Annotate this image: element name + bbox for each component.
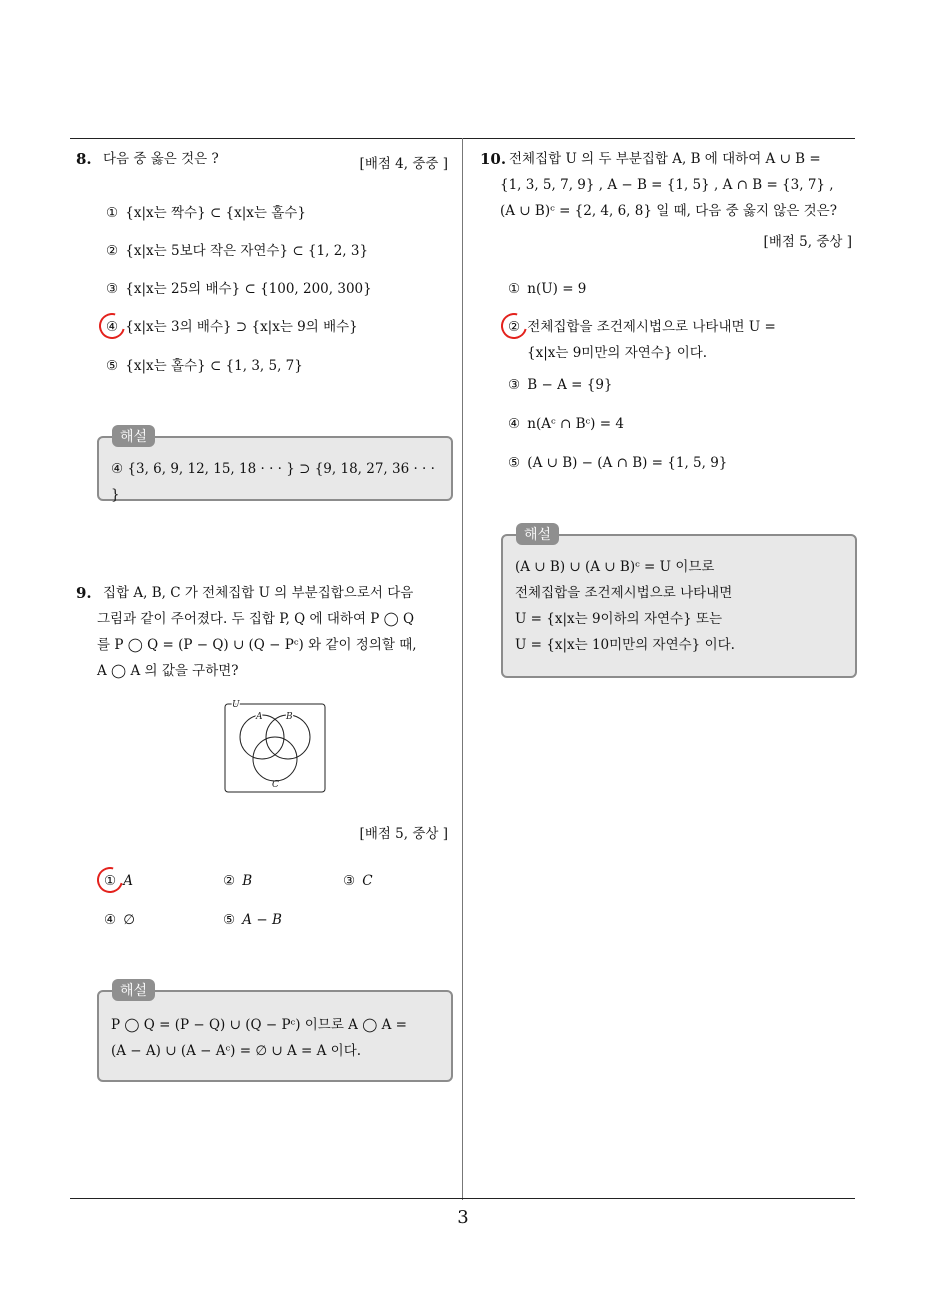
- choice-3[interactable]: [340, 871, 373, 891]
- choice-marker: ⑤: [105, 358, 119, 374]
- choice-3[interactable]: [505, 375, 613, 395]
- choice-text: A − B: [242, 912, 282, 928]
- choice-text: {x|x는 짝수} ⊂ {x|x는 홀수}: [125, 205, 306, 221]
- question-text-line: {1, 3, 5, 7, 9} , A − B = {1, 5} , A ∩ B = {3, 7} ,: [500, 177, 834, 193]
- solution-line: U = {x|x는 9이하의 자연수} 또는: [515, 611, 723, 627]
- choice-4-selected[interactable]: [103, 317, 358, 337]
- choice-5[interactable]: [103, 356, 303, 376]
- question-number: 9.: [76, 584, 92, 602]
- choice-3[interactable]: [103, 279, 372, 299]
- choice-4[interactable]: [505, 414, 624, 434]
- question-number: 8.: [76, 150, 92, 168]
- choice-text: n(Aᶜ ∩ Bᶜ) = 4: [527, 416, 624, 432]
- venn-diagram: [222, 700, 328, 795]
- column-divider: [462, 138, 463, 1200]
- choice-2-selected[interactable]: [505, 317, 776, 337]
- question-text-line: 를 P ◯ Q = (P − Q) ∪ (Q − Pᶜ) 와 같이 정의할 때,: [97, 637, 417, 653]
- solution-label: 해설: [112, 425, 155, 447]
- choice-text: {x|x는 홀수} ⊂ {1, 3, 5, 7}: [125, 358, 303, 374]
- question-number: 10.: [480, 150, 507, 168]
- choice-1[interactable]: [505, 279, 586, 299]
- question-text-line: 집합 A, B, C 가 전체집합 U 의 부분집합으로서 다음: [103, 585, 414, 601]
- choice-text: {x|x는 3의 배수} ⊃ {x|x는 9의 배수}: [125, 319, 358, 335]
- solution-label: 해설: [112, 979, 155, 1001]
- universe-rect: [225, 704, 325, 792]
- solution-label: 해설: [516, 523, 559, 545]
- question-text-line: 그림과 같이 주어졌다. 두 집합 P, Q 에 대하여 P ◯ Q: [97, 611, 415, 627]
- solution-box: [97, 990, 453, 1082]
- choice-marker: ②: [105, 243, 119, 259]
- choice-text: B: [242, 873, 253, 889]
- choice-5[interactable]: [505, 453, 727, 473]
- solution-line: P ◯ Q = (P − Q) ∪ (Q − Pᶜ) 이므로 A ◯ A =: [111, 1017, 407, 1033]
- solution-box: [501, 534, 857, 678]
- solution-line: ④ {3, 6, 9, 12, 15, 18 · · · } ⊃ {9, 18, 27, 36 · · · }: [111, 461, 435, 503]
- choice-marker: ③: [342, 873, 356, 889]
- choice-text: {x|x는 5보다 작은 자연수} ⊂ {1, 2, 3}: [125, 243, 369, 259]
- choice-marker: ④: [103, 317, 121, 337]
- choice-text: ∅: [123, 912, 136, 928]
- choice-marker: ⑤: [507, 455, 521, 471]
- choice-marker: ③: [507, 377, 521, 393]
- choice-1-selected[interactable]: [101, 871, 133, 891]
- choice-marker: ②: [505, 317, 523, 337]
- question-text-line: (A ∪ B)ᶜ = {2, 4, 6, 8} 일 때, 다음 중 옳지 않은 것은?: [500, 203, 837, 219]
- solution-line: (A ∪ B) ∪ (A ∪ B)ᶜ = U 이므로: [515, 559, 715, 575]
- choice-text: (A ∪ B) − (A ∩ B) = {1, 5, 9}: [527, 455, 728, 471]
- choice-marker: ①: [101, 871, 119, 891]
- choice-marker: ③: [105, 281, 119, 297]
- choice-1[interactable]: [103, 203, 306, 223]
- choice-text: C: [362, 873, 373, 889]
- question-text-line: A ◯ A 의 값을 구하면?: [97, 663, 239, 679]
- question-text: 다음 중 옳은 것은 ?: [103, 151, 219, 167]
- choice-4[interactable]: [101, 910, 135, 930]
- choice-text: {x|x는 9미만의 자연수} 이다.: [527, 345, 708, 361]
- label-u: U: [232, 700, 240, 710]
- choice-2[interactable]: [103, 241, 368, 261]
- solution-line: 전체집합을 조건제시법으로 나타내면: [515, 585, 733, 601]
- choice-text: n(U) = 9: [527, 281, 587, 297]
- question-text-line: 전체집합 U 의 두 부분집합 A, B 에 대하여 A ∪ B =: [509, 151, 821, 167]
- page-number: 3: [457, 1207, 469, 1228]
- choice-marker: ②: [222, 873, 236, 889]
- bottom-rule: [70, 1198, 855, 1199]
- choice-marker: ⑤: [222, 912, 236, 928]
- points-label: [배점 4, 중중 ]: [359, 156, 448, 172]
- points-label: [배점 5, 중상 ]: [359, 826, 448, 842]
- label-c: C: [272, 780, 279, 790]
- choice-text: B − A = {9}: [527, 377, 613, 393]
- solution-line: U = {x|x는 10미만의 자연수} 이다.: [515, 637, 735, 653]
- choice-marker: ④: [507, 416, 521, 432]
- choice-2[interactable]: [220, 871, 252, 891]
- choice-2-continued: [527, 343, 707, 363]
- label-b: B: [286, 712, 293, 722]
- choice-text: {x|x는 25의 배수} ⊂ {100, 200, 300}: [125, 281, 372, 297]
- choice-marker: ①: [507, 281, 521, 297]
- choice-text: 전체집합을 조건제시법으로 나타내면 U =: [527, 319, 776, 335]
- choice-marker: ④: [103, 912, 117, 928]
- choice-text: A: [123, 873, 134, 889]
- choice-5[interactable]: [220, 910, 282, 930]
- points-label: [배점 5, 중상 ]: [763, 234, 852, 250]
- choice-marker: ①: [105, 205, 119, 221]
- label-a: A: [256, 712, 263, 722]
- solution-line: (A − A) ∪ (A − Aᶜ) = ∅ ∪ A = A 이다.: [111, 1043, 362, 1059]
